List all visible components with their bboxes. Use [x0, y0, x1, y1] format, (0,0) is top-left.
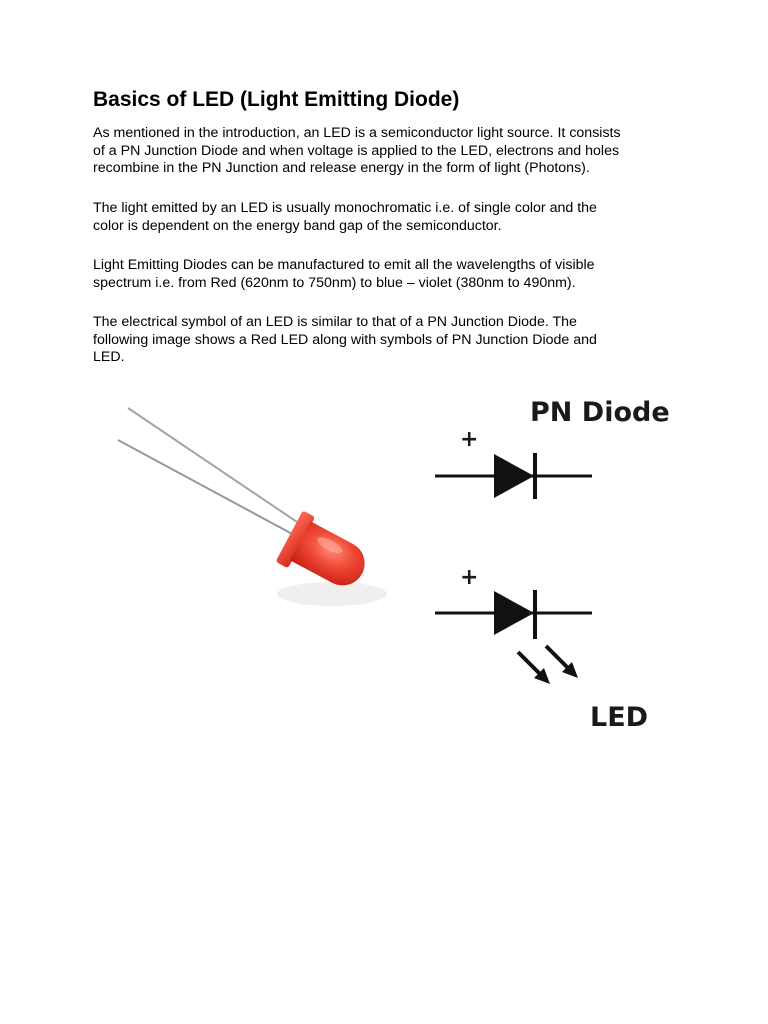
pn-diode-label: PN Diode	[530, 397, 670, 428]
led-symbol	[435, 590, 592, 684]
text-line: The light emitted by an LED is usually monochromatic i.e. of single color and the	[93, 200, 597, 216]
light-emission-arrows	[518, 646, 578, 684]
diode-symbols-diagram	[410, 386, 680, 736]
paragraph-intro	[93, 125, 693, 178]
text-line: LED.	[93, 349, 125, 365]
led-shadow	[277, 582, 387, 606]
text-line: As mentioned in the introduction, an LED is a semiconductor light source. It consists	[93, 125, 621, 141]
pn-diode-symbol	[435, 453, 592, 499]
led-figure	[100, 386, 680, 736]
paragraph-wavelengths	[93, 257, 693, 292]
text-line: recombine in the PN Junction and release energy in the form of light (Photons).	[93, 160, 590, 176]
plus-sign: +	[460, 565, 479, 590]
text-line: Light Emitting Diodes can be manufactured to emit all the wavelengths of visible	[93, 257, 595, 273]
page-title: Basics of LED (Light Emitting Diode)	[93, 88, 460, 111]
text-line: spectrum i.e. from Red (620nm to 750nm) to blue – violet (380nm to 490nm).	[93, 274, 576, 291]
led-label: LED	[590, 702, 649, 733]
led-lead-long	[128, 408, 300, 524]
paragraph-monochromatic	[93, 200, 693, 235]
red-led-photo	[100, 396, 390, 726]
paragraph-symbol	[93, 314, 693, 367]
plus-sign: +	[460, 427, 479, 452]
text-line: following image shows a Red LED along with symbols of PN Junction Diode and	[93, 331, 597, 348]
text-line: of a PN Junction Diode and when voltage is applied to the LED, electrons and holes	[93, 142, 620, 159]
text-line: The electrical symbol of an LED is similar to that of a PN Junction Diode. The	[93, 314, 577, 330]
text-line: color is dependent on the energy band gap of the semiconductor.	[93, 217, 502, 234]
led-lead-short	[118, 440, 296, 536]
